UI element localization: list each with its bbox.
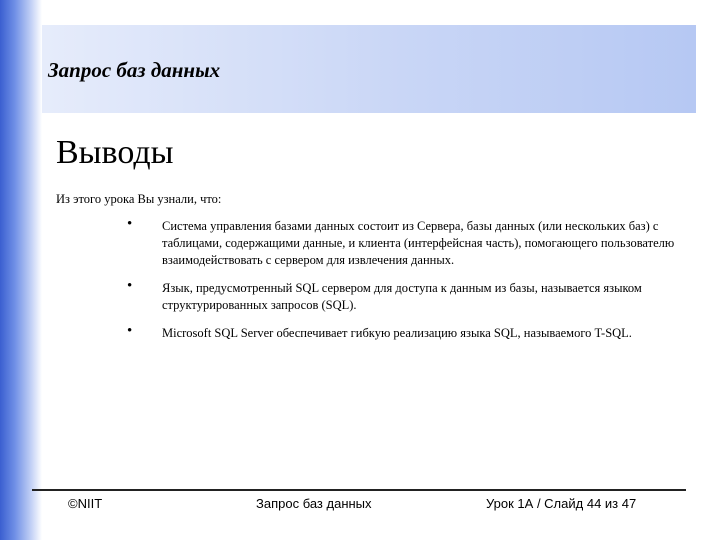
left-decor-bar (0, 0, 42, 540)
slide-heading: Выводы (56, 134, 174, 171)
bullet-icon: • (127, 278, 133, 294)
bullet-text: Microsoft SQL Server обеспечивает гибкую реализацию языка SQL, называемого T-SQL. (162, 326, 632, 340)
bullet-icon: • (127, 216, 133, 232)
intro-text: Из этого урока Вы узнали, что: (56, 192, 222, 206)
bullet-icon: • (127, 323, 133, 339)
footer-course-title: Запрос баз данных (256, 496, 372, 511)
footer-slide-number: Урок 1А / Слайд 44 из 47 (486, 496, 637, 511)
footer-divider (32, 489, 686, 491)
bullet-list (120, 218, 680, 353)
bullet-text: Язык, предусмотренный SQL сервером для доступа к данным из базы, называется языком структурированных запросов (SQL). (162, 281, 642, 312)
bullet-item (120, 325, 680, 342)
bullet-item (120, 218, 680, 269)
bullet-text: Система управления базами данных состоит из Сервера, базы данных (или нескольких баз) с таблицами, содержащими данные, и клиента (интерфейсная часть), помогающего пользователю взаимодействовать с сервером для извлечения данных. (162, 219, 675, 267)
footer-copyright: ©NIIT (68, 496, 103, 511)
header-title: Запрос баз данных (48, 58, 221, 82)
bullet-item (120, 280, 680, 314)
